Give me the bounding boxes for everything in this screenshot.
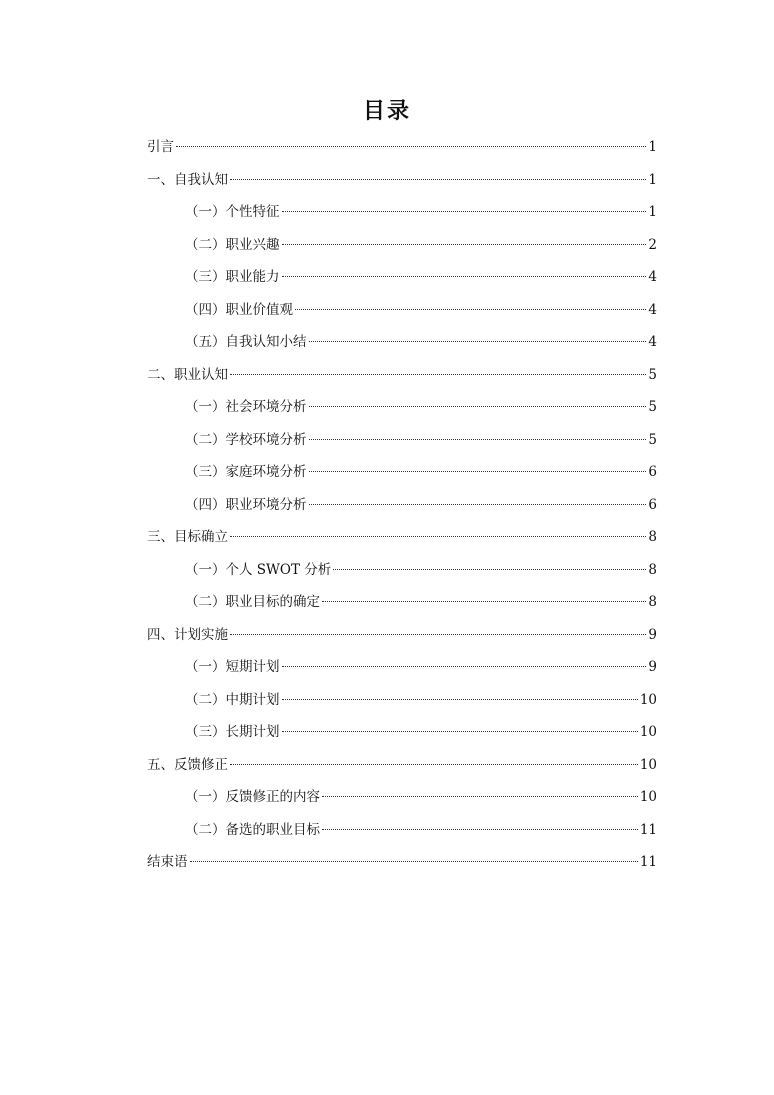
toc-entry-label: （二）备选的职业目标 xyxy=(185,821,320,838)
table-of-contents xyxy=(147,135,657,883)
toc-entry-page-number: 4 xyxy=(648,334,657,350)
toc-entry[interactable] xyxy=(147,330,657,363)
toc-entry-label: 四、计划实施 xyxy=(147,626,228,643)
toc-leader-dots xyxy=(322,796,638,797)
toc-entry-label: （三）家庭环境分析 xyxy=(185,464,307,480)
toc-entry-page-number: 8 xyxy=(648,529,657,545)
toc-entry-label: 二、职业认知 xyxy=(147,366,228,383)
toc-entry-page-number: 2 xyxy=(648,236,657,253)
toc-entry-page-number: 1 xyxy=(648,139,657,155)
toc-entry-page-number: 8 xyxy=(648,561,657,578)
toc-entry-page-number: 9 xyxy=(648,659,657,675)
toc-entry[interactable] xyxy=(147,168,657,201)
toc-entry-page-number: 1 xyxy=(648,171,657,188)
toc-entry[interactable] xyxy=(147,655,657,688)
toc-entry-label: （二）中期计划 xyxy=(185,691,280,708)
toc-entry[interactable] xyxy=(147,298,657,331)
toc-entry-label: （一）短期计划 xyxy=(185,659,280,675)
toc-entry-page-number: 6 xyxy=(648,464,657,480)
toc-entry-page-number: 4 xyxy=(648,269,657,285)
toc-entry-page-number: 10 xyxy=(639,691,657,708)
toc-leader-dots xyxy=(333,569,646,570)
toc-leader-dots xyxy=(309,504,647,505)
toc-entry-page-number: 10 xyxy=(639,756,657,773)
toc-leader-dots xyxy=(282,731,638,732)
toc-entry-label: 五、反馈修正 xyxy=(147,756,228,773)
toc-leader-dots xyxy=(282,244,647,245)
toc-entry[interactable] xyxy=(147,395,657,428)
toc-leader-dots xyxy=(322,601,646,602)
toc-leader-dots xyxy=(282,666,647,667)
toc-entry-label: （一）社会环境分析 xyxy=(185,399,307,415)
toc-entry-label: （三）长期计划 xyxy=(185,724,280,740)
toc-entry[interactable] xyxy=(147,785,657,818)
toc-entry-page-number: 10 xyxy=(639,724,657,740)
toc-leader-dots xyxy=(309,406,647,407)
toc-leader-dots xyxy=(309,439,647,440)
toc-entry-label: （一）个性特征 xyxy=(185,204,280,220)
toc-entry-label: （五）自我认知小结 xyxy=(185,334,307,350)
toc-leader-dots xyxy=(230,374,646,375)
toc-entry-page-number: 6 xyxy=(648,496,657,513)
toc-entry-label: 一、自我认知 xyxy=(147,171,228,188)
toc-entry-page-number: 4 xyxy=(648,301,657,318)
toc-entry-page-number: 5 xyxy=(648,431,657,448)
toc-entry-page-number: 5 xyxy=(648,366,657,383)
toc-leader-dots xyxy=(295,309,646,310)
toc-entry-label: （一）个人 SWOT 分析 xyxy=(185,561,332,578)
toc-entry-label: （三）职业能力 xyxy=(185,269,280,285)
toc-entry-page-number: 1 xyxy=(648,204,657,220)
toc-entry-page-number: 9 xyxy=(648,626,657,643)
toc-leader-dots xyxy=(190,861,638,862)
page-title: 目录 xyxy=(362,99,411,124)
toc-entry-label: 引言 xyxy=(147,139,174,155)
toc-entry[interactable] xyxy=(147,753,657,786)
toc-leader-dots xyxy=(309,471,647,472)
toc-leader-dots xyxy=(309,341,647,342)
toc-leader-dots xyxy=(282,699,638,700)
toc-entry-page-number: 5 xyxy=(648,399,657,415)
toc-entry[interactable] xyxy=(147,850,657,883)
toc-leader-dots xyxy=(230,179,646,180)
toc-entry-label: （二）职业目标的确定 xyxy=(185,594,320,610)
toc-entry-page-number: 10 xyxy=(639,789,657,805)
toc-entry-label: （四）职业价值观 xyxy=(185,301,293,318)
toc-leader-dots xyxy=(230,764,638,765)
toc-entry[interactable] xyxy=(147,590,657,623)
toc-entry[interactable] xyxy=(147,363,657,396)
toc-entry-label: 结束语 xyxy=(147,854,188,870)
toc-leader-dots xyxy=(230,536,646,537)
toc-entry-label: （二）职业兴趣 xyxy=(185,236,280,253)
toc-entry[interactable] xyxy=(147,428,657,461)
toc-entry[interactable] xyxy=(147,265,657,298)
toc-entry[interactable] xyxy=(147,493,657,526)
toc-entry-label: （一）反馈修正的内容 xyxy=(185,789,320,805)
toc-entry[interactable] xyxy=(147,558,657,591)
toc-entry-page-number: 11 xyxy=(639,854,657,870)
toc-leader-dots xyxy=(322,829,638,830)
toc-entry[interactable] xyxy=(147,233,657,266)
toc-leader-dots xyxy=(282,276,647,277)
toc-entry-page-number: 8 xyxy=(648,594,657,610)
toc-entry[interactable] xyxy=(147,135,657,168)
toc-leader-dots xyxy=(282,211,647,212)
toc-entry[interactable] xyxy=(147,460,657,493)
toc-entry-label: 三、目标确立 xyxy=(147,529,228,545)
toc-entry[interactable] xyxy=(147,688,657,721)
toc-entry[interactable] xyxy=(147,200,657,233)
toc-entry[interactable] xyxy=(147,623,657,656)
toc-leader-dots xyxy=(176,146,646,147)
toc-entry-label: （二）学校环境分析 xyxy=(185,431,307,448)
toc-entry[interactable] xyxy=(147,720,657,753)
toc-leader-dots xyxy=(230,634,646,635)
toc-entry-label: （四）职业环境分析 xyxy=(185,496,307,513)
toc-entry[interactable] xyxy=(147,525,657,558)
toc-entry[interactable] xyxy=(147,818,657,851)
toc-entry-page-number: 11 xyxy=(639,821,657,838)
